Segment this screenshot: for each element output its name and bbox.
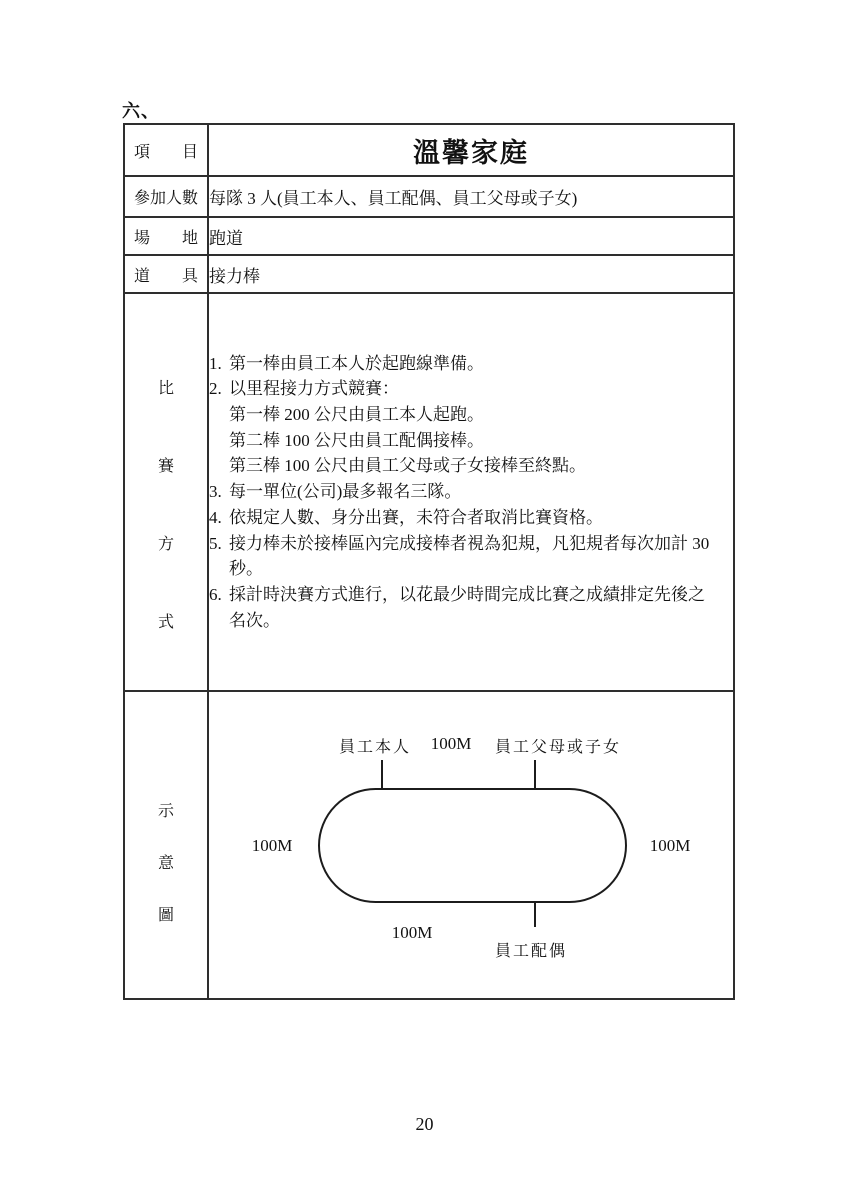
rule-line: [209, 376, 733, 402]
table-row: [124, 293, 734, 691]
rule-number: 6.: [209, 584, 222, 604]
table-row: [124, 176, 734, 217]
table-row: [124, 217, 734, 255]
rule-subline: [209, 453, 733, 479]
track-diagram: [209, 693, 733, 997]
rule-line: [209, 582, 733, 608]
rules-vertical-label: 比賽方式: [157, 379, 174, 631]
relay-point-tick-left: [381, 760, 383, 788]
participants-value: 每隊 3 人(員工本人、員工配偶、員工父母或子女): [208, 176, 734, 217]
rule-text: 以里程接力方式競賽：: [229, 379, 399, 399]
table-row: [124, 255, 734, 293]
rule-number: 5.: [209, 533, 222, 553]
rule-text: 接力棒未於接棒區內完成接棒者視為犯規，凡犯規者每次加計 30: [229, 533, 710, 553]
rule-text: 名次。: [229, 610, 280, 630]
rule-number: 2.: [209, 379, 222, 399]
row-label-rules: [124, 293, 208, 691]
rule-number: 3.: [209, 482, 222, 502]
row-label-props: 道 具: [124, 255, 208, 293]
rule-text: 第一棒 200 公尺由員工本人起跑。: [229, 405, 484, 425]
relay-point-tick-bottom: [534, 903, 536, 927]
distance-label-left: 100M: [251, 836, 293, 855]
runner-label-spouse: 員工配偶: [494, 943, 567, 960]
rule-line: [209, 505, 733, 531]
props-value: 接力棒: [208, 255, 734, 293]
distance-label-top: 100M: [430, 734, 472, 753]
diagram-vertical-label: 示意圖: [157, 802, 174, 924]
rules-list: [208, 293, 734, 691]
table-row: [124, 124, 734, 176]
rule-text: 第二棒 100 公尺由員工配偶接棒。: [229, 430, 484, 450]
rule-subline: [209, 402, 733, 428]
rule-line: [209, 531, 733, 557]
rule-text: 第一棒由員工本人於起跑線準備。: [229, 353, 484, 373]
row-label-diagram: [124, 691, 208, 999]
row-label-participants: 參加人數: [124, 176, 208, 217]
distance-label-bottom: 100M: [391, 923, 433, 942]
rule-text: 每一單位(公司)最多報名三隊。: [229, 482, 462, 502]
diagram-area: [208, 691, 734, 999]
rule-continuation: [209, 556, 733, 582]
runner-label-parents-or-children: 員工父母或子女: [494, 739, 621, 756]
rule-subline: [209, 428, 733, 454]
track-oval: [318, 788, 627, 903]
rule-continuation: [209, 608, 733, 634]
runner-label-employee: 員工本人: [338, 739, 411, 756]
rule-text: 採計時決賽方式進行，以花最少時間完成比賽之成績排定先後之: [229, 584, 705, 604]
row-label-venue: 場 地: [124, 217, 208, 255]
rule-text: 第三棒 100 公尺由員工父母或子女接棒至終點。: [229, 456, 586, 476]
distance-label-right: 100M: [649, 836, 691, 855]
row-label-item: 項 目: [124, 124, 208, 176]
table-row: [124, 691, 734, 999]
section-number: 六、: [122, 101, 160, 121]
page-number: 20: [415, 1114, 434, 1134]
rule-line: [209, 479, 733, 505]
rule-number: 1.: [209, 353, 222, 373]
relay-point-tick-right: [534, 760, 536, 788]
rule-text: 依規定人數、身分出賽，未符合者取消比賽資格。: [229, 507, 603, 527]
rule-line: [209, 351, 733, 377]
rule-text: 秒。: [229, 559, 263, 579]
event-spec-table: [123, 123, 735, 1000]
rule-number: 4.: [209, 507, 222, 527]
venue-value: 跑道: [208, 217, 734, 255]
event-title: 溫馨家庭: [208, 124, 734, 176]
